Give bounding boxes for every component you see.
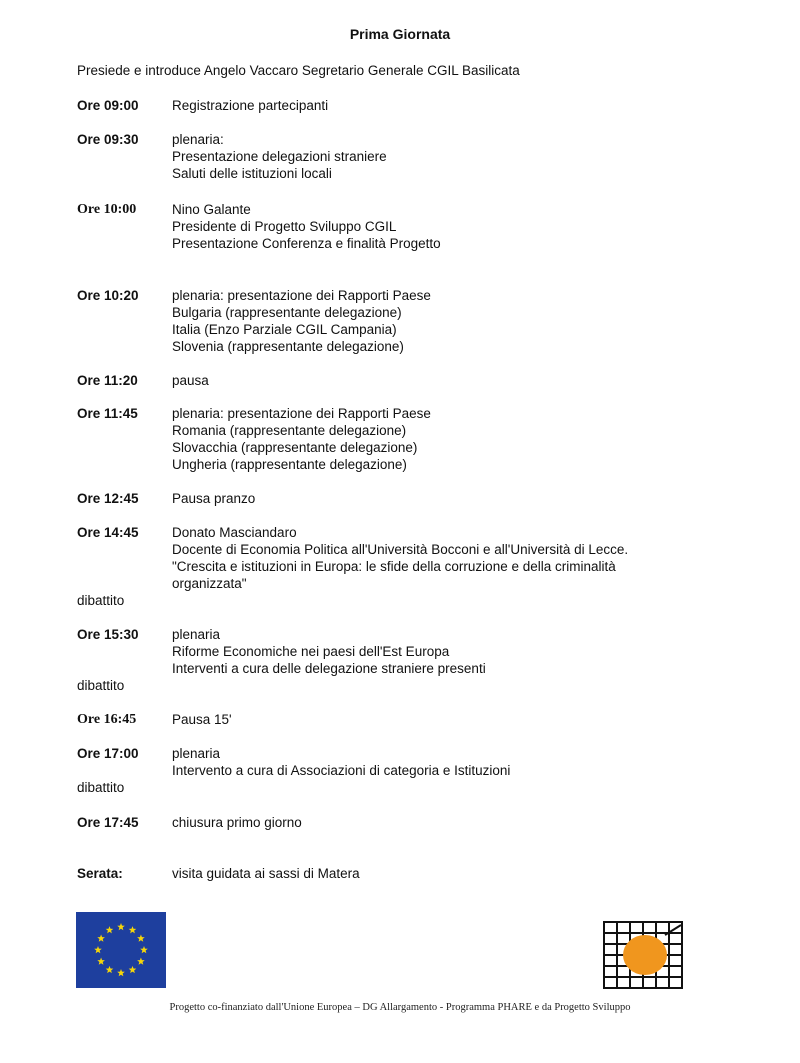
eu-star-icon	[129, 926, 137, 933]
schedule-entry	[77, 865, 360, 882]
entry-line: Slovacchia (rappresentante delegazione)	[172, 440, 418, 455]
entry-line: Registrazione partecipanti	[172, 98, 329, 113]
entry-line: Presentazione delegazioni straniere	[172, 149, 387, 164]
eu-star-icon	[106, 926, 114, 933]
eu-star-icon	[97, 958, 105, 965]
entry-line: Docente di Economia Politica all'Università Bocconi e all'Università di Lecce.	[172, 542, 629, 557]
schedule-entry	[77, 97, 328, 114]
schedule-entry	[77, 524, 672, 592]
footer-note: Progetto co-finanziato dall'Unione Europea – DG Allargamento - Programma PHARE e da Progetto Sviluppo	[169, 1002, 631, 1013]
entry-line: Nino Galante	[172, 202, 251, 217]
entry-line: Romania (rappresentante delegazione)	[172, 423, 407, 438]
eu-star-icon	[137, 935, 145, 942]
entry-line: Ungheria (rappresentante delegazione)	[172, 457, 407, 472]
entry-line: chiusura primo giorno	[172, 815, 302, 830]
schedule-entry	[77, 405, 431, 473]
entry-line: Italia (Enzo Parziale CGIL Campania)	[172, 322, 397, 337]
intro-line: Presiede e introduce Angelo Vaccaro Segretario Generale CGIL Basilicata	[77, 63, 520, 78]
entry-line: plenaria: presentazione dei Rapporti Paese	[172, 288, 431, 303]
entry-time: Ore 09:00	[77, 98, 139, 113]
dibattito-label: dibattito	[77, 678, 125, 693]
entry-line: Presidente di Progetto Sviluppo CGIL	[172, 219, 397, 234]
entry-time: Ore 12:45	[77, 491, 139, 506]
page-title: Prima Giornata	[349, 26, 451, 42]
schedule-entry	[77, 711, 232, 728]
schedule-entry	[77, 131, 387, 182]
entry-line: plenaria:	[172, 132, 224, 147]
schedule-entry	[77, 745, 510, 779]
entry-time: Serata:	[77, 866, 123, 881]
schedule-entry	[77, 372, 209, 389]
entry-line: Saluti delle istituzioni locali	[172, 166, 332, 181]
schedule-entry	[77, 626, 486, 677]
entry-time: Ore 11:45	[77, 406, 138, 421]
entry-time: Ore 11:20	[77, 373, 138, 388]
eu-flag-icon	[76, 912, 166, 988]
entry-line: Pausa 15'	[172, 712, 232, 727]
entry-time: Ore 17:45	[77, 815, 139, 830]
eu-star-icon	[97, 935, 105, 942]
entry-time: Ore 10:00	[77, 202, 137, 217]
dibattito-label: dibattito	[77, 780, 125, 795]
entry-time: Ore 15:30	[77, 627, 139, 642]
entry-line: Riforme Economiche nei paesi dell'Est Europa	[172, 644, 450, 659]
entry-line: Pausa pranzo	[172, 491, 256, 506]
entry-line: pausa	[172, 373, 209, 388]
eu-star-icon	[140, 946, 148, 953]
entry-line: Bulgaria (rappresentante delegazione)	[172, 305, 402, 320]
eu-star-icon	[106, 966, 114, 973]
progetto-sviluppo-logo-icon	[603, 921, 683, 989]
entry-line: Donato Masciandaro	[172, 525, 297, 540]
entry-line: "Crescita e istituzioni in Europa: le sfide della corruzione e della criminalità organizzata"	[172, 559, 616, 591]
entry-time: Ore 17:00	[77, 746, 139, 761]
eu-star-icon	[117, 923, 125, 930]
eu-star-icon	[117, 969, 125, 976]
entry-line: plenaria	[172, 746, 221, 761]
entry-time: Ore 10:20	[77, 288, 139, 303]
eu-star-icon	[94, 946, 102, 953]
schedule-entry	[77, 287, 431, 355]
entry-line: Presentazione Conferenza e finalità Progetto	[172, 236, 441, 251]
eu-star-icon	[137, 958, 145, 965]
dibattito-label: dibattito	[77, 593, 125, 608]
entry-line: plenaria: presentazione dei Rapporti Paese	[172, 406, 431, 421]
eu-star-icon	[129, 966, 137, 973]
schedule-entry	[77, 201, 441, 252]
entry-line: plenaria	[172, 627, 221, 642]
entry-line: Slovenia (rappresentante delegazione)	[172, 339, 404, 354]
schedule-entry	[77, 490, 255, 507]
entry-line: Interventi a cura delle delegazione straniere presenti	[172, 661, 486, 676]
schedule-entry	[77, 814, 302, 831]
entry-line: Intervento a cura di Associazioni di categoria e Istituzioni	[172, 763, 511, 778]
entry-time: Ore 16:45	[77, 712, 137, 727]
entry-time: Ore 14:45	[77, 525, 139, 540]
entry-line: visita guidata ai sassi di Matera	[172, 866, 360, 881]
entry-time: Ore 09:30	[77, 132, 139, 147]
